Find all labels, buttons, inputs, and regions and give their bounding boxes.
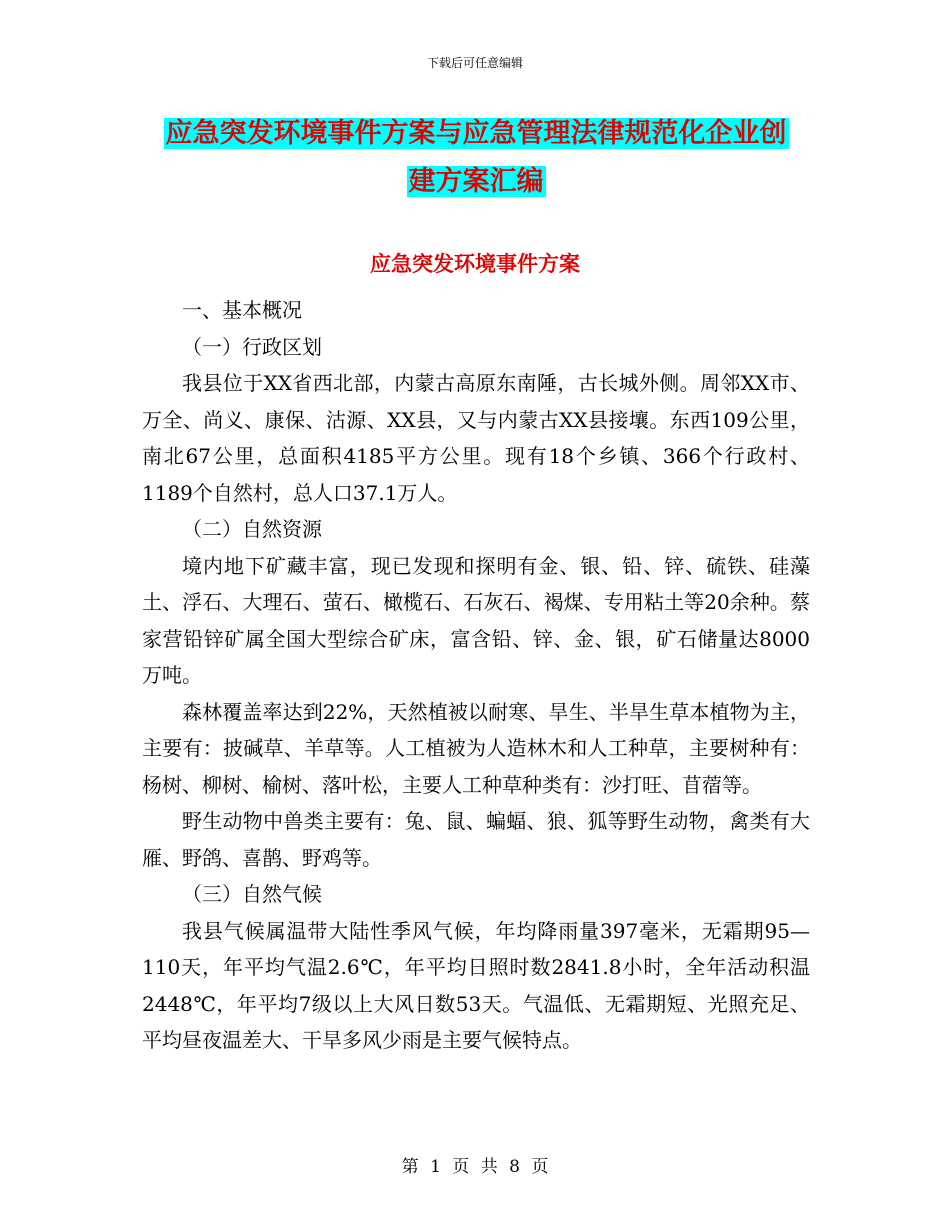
paragraph-minerals: 境内地下矿藏丰富，现已发现和探明有金、银、铅、锌、硫铁、硅藻土、浮石、大理石、萤石、橄榄石、石灰石、褐煤、专用粘土等20余种。蔡家营铅锌矿属全国大型综合矿床，富含铅、锌、金、银，矿石储量达8000万吨。 [142, 553, 810, 687]
paragraph-climate: 我县气候属温带大陆性季风气候，年均降雨量397毫米，无霜期95—110天，年平均气温2.6℃，年平均日照时数2841.8小时，全年活动积温2448℃，年平均7级以上大风日数53天。气温低、无霜期短、光照充足、平均昼夜温差大、干旱多风少雨是主要气候特点。 [142, 918, 810, 1052]
heading-basic-overview: 一、基本概况 [182, 298, 302, 322]
paragraph-vegetation: 森林覆盖率达到22%，天然植被以耐寒、旱生、半旱生草本植物为主，主要有：披碱草、羊草等。人工植被为人造林木和人工种草，主要树种有：杨树、柳树、榆树、落叶松，主要人工种草种类有：沙打旺、苜蓿等。 [142, 699, 810, 797]
page-number-footer: 第 1 页 共 8 页 [401, 1157, 549, 1177]
subheading-natural-resources: （二）自然资源 [182, 517, 322, 541]
subheading-natural-climate: （三）自然气候 [182, 882, 322, 906]
paragraph-wildlife: 野生动物中兽类主要有：兔、鼠、蝙蝠、狼、狐等野生动物，禽类有大雁、野鸽、喜鹊、野鸡等。 [142, 809, 810, 870]
paragraph-administrative-division: 我县位于XX省西北部，内蒙古高原东南陲，古长城外侧。周邻XX市、万全、尚义、康保、沽源、XX县，又与内蒙古XX县接壤。东西109公里，南北67公里，总面积4185平方公里。现有18个乡镇、366个行政村、1189个自然村，总人口37.1万人。 [142, 371, 810, 505]
document-title [142, 110, 810, 206]
document-body [142, 292, 810, 1059]
subheading-administrative-division: （一）行政区划 [182, 334, 322, 359]
section-title: 应急突发环境事件方案 [370, 252, 580, 276]
document-title-line-2: 建方案汇编 [408, 166, 544, 197]
header-note: 下载后可任意编辑 [426, 56, 523, 70]
document-title-line-1: 应急突发环境事件方案与应急管理法律规范化企业创 [165, 118, 787, 149]
